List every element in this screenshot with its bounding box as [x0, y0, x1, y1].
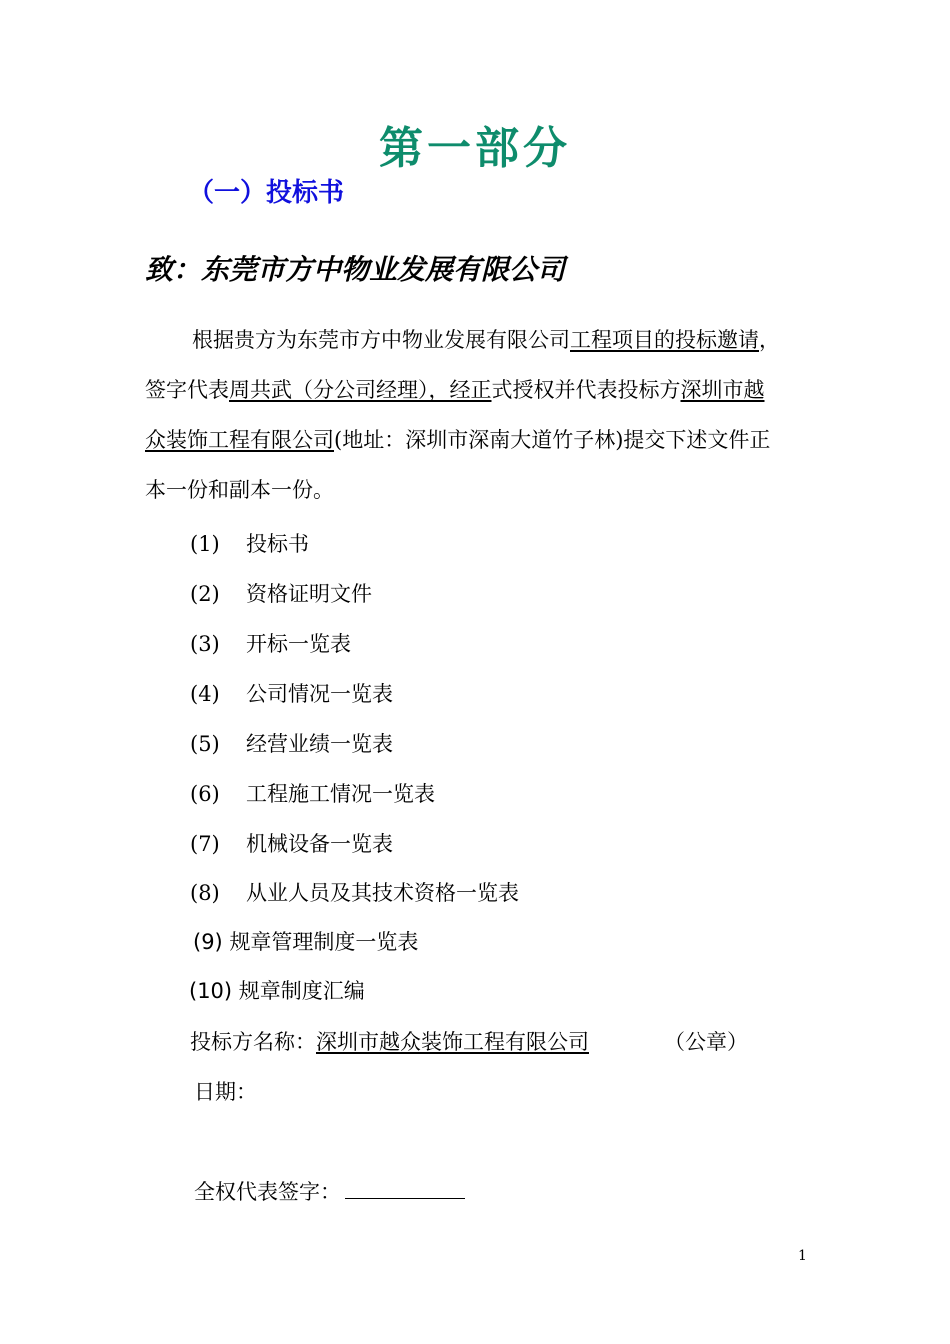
list-item: [190, 528, 309, 558]
intro-address: (地址：深圳市深南大道竹子林)提交下述文件正: [334, 428, 771, 452]
intro-prefix: 根据贵方为: [192, 328, 297, 352]
list-item-label: 规章制度汇编: [238, 979, 365, 1003]
list-item: [190, 828, 393, 858]
intro-line-3: [145, 415, 770, 465]
list-item-label: 从业人员及其技术资格一览表: [246, 881, 519, 905]
list-item-number: (2): [190, 582, 220, 606]
list-item: [190, 628, 351, 658]
bidder-name-label: 投标方名称：: [190, 1030, 316, 1054]
intro-comma: ，: [759, 328, 780, 352]
intro-line-4: 本一份和副本一份。: [145, 478, 334, 502]
list-item-number: (6): [190, 782, 220, 806]
intro-line-1: [192, 315, 780, 365]
intro-bidder-a: 深圳市越: [680, 378, 765, 402]
list-item-number: (5): [190, 732, 220, 756]
list-item-number: (9): [193, 930, 223, 954]
signature-line: [345, 1176, 465, 1199]
list-item: [190, 778, 435, 808]
intro-authorized: 式授权并代表投标方: [491, 378, 681, 402]
list-item-number: (3): [190, 632, 220, 656]
list-item: [190, 678, 393, 708]
list-item-label: 开标一览表: [246, 632, 351, 656]
list-item: [190, 728, 393, 758]
list-item-label: 工程施工情况一览表: [246, 782, 435, 806]
list-item-label: 资格证明文件: [246, 582, 372, 606]
intro-line-2: [145, 365, 765, 415]
bidder-name: 深圳市越众装饰工程有限公司: [316, 1030, 589, 1054]
addressee: 致：东莞市方中物业发展有限公司: [145, 253, 566, 286]
date-label: 日期：: [194, 1080, 257, 1104]
intro-sign-prefix: 签字代表: [145, 378, 229, 402]
seal-note: （公章）: [664, 1030, 748, 1054]
representative-signature-row: [194, 1176, 465, 1206]
list-item: [193, 926, 418, 956]
intro-bidder-b: 众装饰工程有限公司: [145, 428, 334, 452]
intro-representative: 周共武（分公司经理），经正: [229, 378, 492, 402]
list-item-number: (10): [189, 979, 233, 1003]
section-title: （一）投标书: [188, 178, 345, 208]
list-item-label: 公司情况一览表: [246, 682, 393, 706]
intro-company: 东莞市方中物业发展有限公司: [297, 328, 570, 352]
list-item-number: (4): [190, 682, 220, 706]
representative-signature-label: 全权代表签字：: [194, 1180, 341, 1204]
list-item-label: 经营业绩一览表: [246, 732, 393, 756]
intro-project: 工程项目的投标邀请: [570, 328, 759, 352]
list-item-number: (1): [190, 532, 220, 556]
bidder-name-row: [190, 1026, 589, 1056]
list-item-label: 规章管理制度一览表: [229, 930, 419, 954]
list-item-label: 机械设备一览表: [246, 832, 393, 856]
part-title: 第一部分: [379, 123, 571, 174]
list-item: [189, 975, 365, 1005]
list-item: [190, 578, 372, 608]
list-item-label: 投标书: [246, 532, 309, 556]
page-number: 1: [798, 1248, 807, 1264]
list-item-number: (8): [190, 881, 220, 905]
list-item: [190, 877, 519, 907]
list-item-number: (7): [190, 832, 220, 856]
